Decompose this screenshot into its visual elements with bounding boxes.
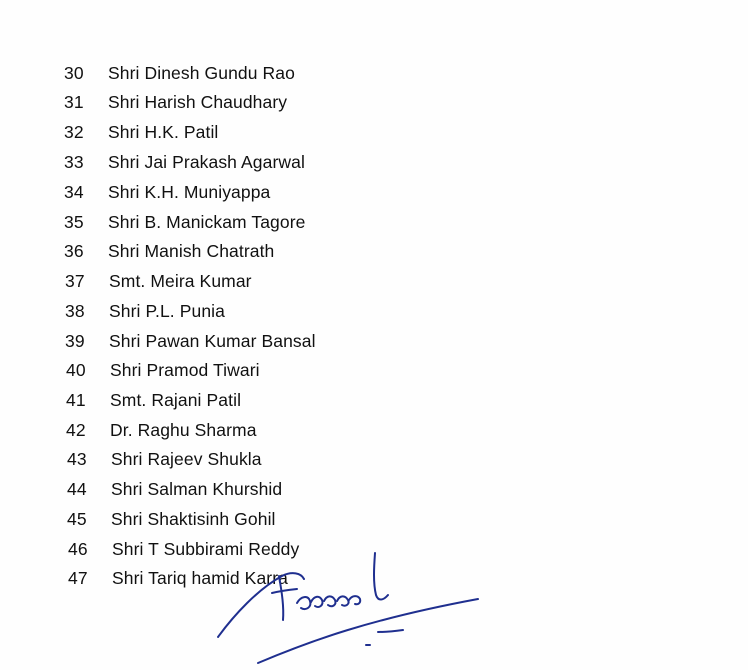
item-number: 37: [65, 271, 85, 291]
item-number: 31: [64, 92, 84, 112]
handwritten-signature-icon: [200, 545, 500, 670]
member-name: Smt. Rajani Patil: [110, 390, 242, 410]
member-name: Dr. Raghu Sharma: [110, 420, 257, 440]
item-number: 43: [67, 449, 87, 469]
item-number: 34: [64, 182, 84, 202]
item-number: 40: [66, 360, 86, 380]
item-number: 46: [68, 539, 88, 559]
item-number: 42: [66, 420, 86, 440]
member-name: Shri Rajeev Shukla: [111, 449, 262, 469]
member-name: Shri P.L. Punia: [109, 301, 225, 321]
member-name: Shri H.K. Patil: [108, 122, 219, 142]
item-number: 33: [64, 152, 84, 172]
item-number: 30: [64, 63, 84, 83]
item-number: 45: [67, 509, 87, 529]
member-name: Shri Shaktisinh Gohil: [111, 509, 276, 529]
member-name: Shri K.H. Muniyappa: [108, 182, 271, 202]
member-name: Shri Dinesh Gundu Rao: [108, 63, 295, 83]
item-number: 47: [68, 568, 88, 588]
member-name: Shri Salman Khurshid: [111, 479, 283, 499]
member-name: Shri Manish Chatrath: [108, 241, 275, 261]
item-number: 35: [64, 212, 84, 232]
member-name: Shri T Subbirami Reddy: [112, 539, 300, 559]
member-name: Shri Jai Prakash Agarwal: [108, 152, 305, 172]
item-number: 38: [65, 301, 85, 321]
item-number: 32: [64, 122, 84, 142]
item-number: 39: [65, 331, 85, 351]
member-name: Shri Harish Chaudhary: [108, 92, 288, 112]
member-name: Shri Pawan Kumar Bansal: [109, 331, 316, 351]
member-name: Shri B. Manickam Tagore: [108, 212, 306, 232]
member-name: Shri Pramod Tiwari: [110, 360, 260, 380]
member-name: Shri Tariq hamid Karra: [112, 568, 288, 588]
item-number: 41: [66, 390, 86, 410]
member-name: Smt. Meira Kumar: [109, 271, 252, 291]
item-number: 44: [67, 479, 87, 499]
item-number: 36: [64, 241, 84, 261]
